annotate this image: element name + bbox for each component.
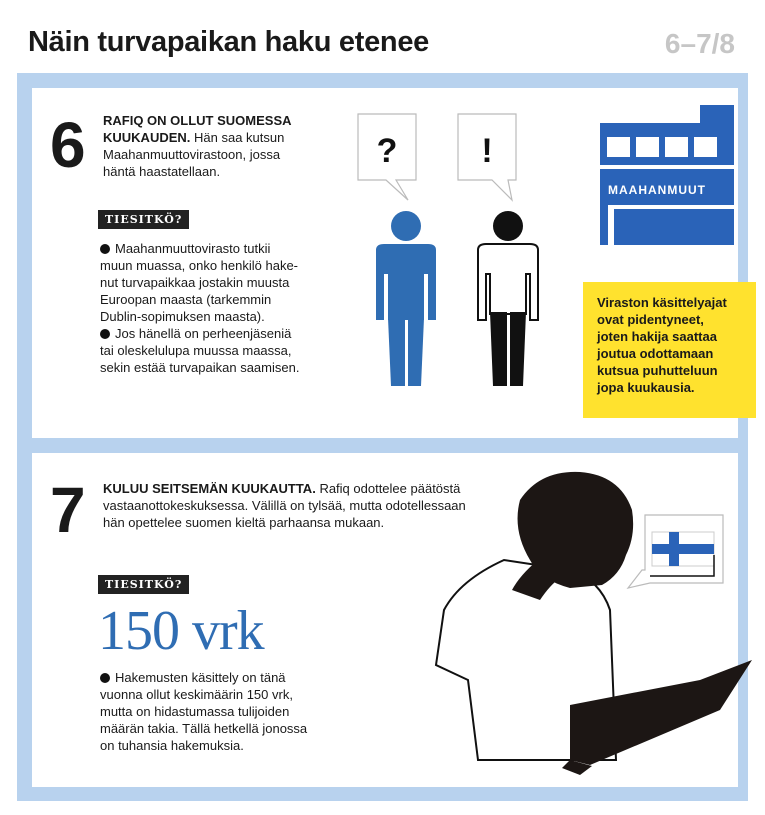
step-6-b1-l3: Euroopan maasta (tarkemmin [100,292,272,307]
building-sign: MAAHANMUUT [608,183,706,197]
step-6-b1-l0: Maahanmuuttovirasto tutkii [115,241,271,256]
step-6-facts [100,240,350,376]
bullet-dot [100,244,110,254]
page-range: 6–7/8 [664,28,735,59]
yellow-l4: kutsua puhutteluun [597,363,718,378]
step-6-b1-l4: Dublin-sopimuksen maasta). [100,309,265,324]
step-6-b2-l0: Jos hänellä on perheenjäseniä [115,326,292,341]
step-6-lead [103,112,343,180]
step-6-lead-bold-1: RAFIQ ON OLLUT SUOMESSA [103,113,292,128]
yellow-l1: ovat pidentyneet, [597,312,704,327]
step-7-lead-rest: Rafiq odottelee päätöstä [319,481,461,496]
step-6-number: 6 [50,109,86,181]
yellow-l3: joutua odottamaan [597,346,714,361]
step-6-lead-line2: Maahanmuuttovirastoon, jossa [103,147,281,162]
step-6-lead-rest: Hän saa kutsun [194,130,285,145]
step-7-b-l0: Hakemusten käsittely on tänä [115,670,286,685]
yellow-l5: jopa kuukausia. [597,380,695,395]
step-7-b-l4: on tuhansia hakemuksia. [100,738,244,753]
page-title: Näin turvapaikan haku etenee [28,26,429,58]
step-7-b-l2: mutta on hidastumassa tulijoiden [100,704,290,719]
two-people-illustration [350,108,570,390]
step-6-tag: TIESITKÖ? [98,210,189,229]
step-6-b1-l1: muun muassa, onko henkilö hake- [100,258,299,273]
step-6-lead-line3: häntä haastatellaan. [103,164,221,179]
step-7-lead-line3: hän opettelee suomen kieltä parhaansa mukaan. [103,515,385,530]
step-7-b-l1: vuonna ollut keskimäärin 150 vrk, [100,687,293,702]
step-6-b2-l1: tai oleskelulupa muussa maassa, [100,343,292,358]
step-7-b-l3: määrän takia. Tällä hetkellä jonossa [100,721,308,736]
exclamation-mark: ! [481,132,493,170]
step-7-lead-bold: KULUU SEITSEMÄN KUUKAUTTA. [103,481,316,496]
step-7-lead-line2: vastaanottokeskuksessa. Välillä on tylsää, mutta odotellessaan [103,498,466,513]
question-mark: ? [376,132,398,170]
yellow-l2: joten hakija saattaa [597,329,717,344]
bullet-dot [100,673,110,683]
blue-person-icon [376,211,436,386]
step-6-b2-l2: sekin estää turvapaikan saamisen. [100,360,300,375]
processing-days-stat: 150 vrk [98,600,264,662]
step-7-facts [100,669,360,754]
exclamation-bubble-icon [458,114,516,200]
outlined-person-icon [478,211,538,386]
step-7-number: 7 [50,474,86,546]
yellow-l0: Viraston käsittelyajat [597,295,727,310]
finnish-flag-bubble-icon [628,515,723,588]
processing-time-note [583,282,756,418]
question-bubble-icon [358,114,416,200]
step-6-b1-l2: nut turvapaikkaa jostakin muusta [100,275,290,290]
immigration-office-building-icon [600,105,734,245]
step-6-lead-bold-2: KUUKAUDEN. [103,130,191,145]
step-7-tag: TIESITKÖ? [98,575,189,594]
studying-person-illustration [420,460,756,785]
bullet-dot [100,329,110,339]
